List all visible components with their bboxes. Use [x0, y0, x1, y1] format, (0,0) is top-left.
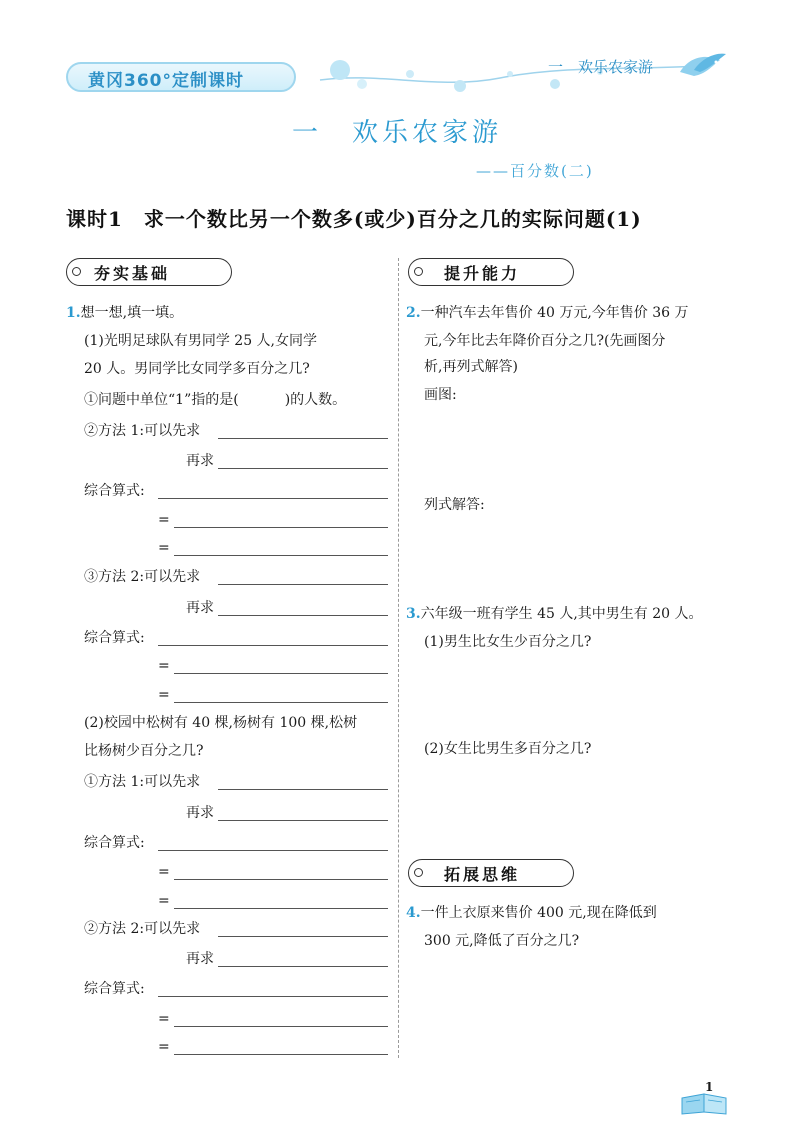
- equals-sign: =: [158, 540, 170, 556]
- question-text: 一件上衣原来售价 400 元,现在降低到: [420, 905, 657, 921]
- running-title: 一 欢乐农家游: [548, 58, 654, 76]
- badge-dot-icon: [72, 267, 81, 276]
- answer-line[interactable]: [158, 497, 388, 499]
- step-text: )的人数。: [284, 392, 347, 408]
- draw-label: 画图:: [424, 387, 457, 403]
- answer-line[interactable]: [218, 583, 388, 585]
- answer-line[interactable]: [158, 849, 388, 851]
- answer-line[interactable]: [218, 965, 388, 967]
- part2-step1: ①方法 1:可以先求: [84, 774, 201, 790]
- answer-line[interactable]: [218, 614, 388, 616]
- column-divider: [398, 258, 399, 1058]
- bird-icon: [676, 50, 728, 86]
- book-icon: [680, 1090, 730, 1116]
- equals-sign: =: [158, 512, 170, 528]
- equals-sign: =: [158, 1039, 170, 1055]
- question-3-sub2: (2)女生比男生多百分之几?: [424, 741, 592, 757]
- answer-area[interactable]: [424, 518, 724, 598]
- answer-line[interactable]: [174, 1025, 388, 1027]
- equals-sign: =: [158, 893, 170, 909]
- question-number: 4.: [406, 905, 421, 921]
- page-number: 1: [705, 1080, 714, 1094]
- then-label: 再求: [186, 805, 214, 821]
- question-3-sub1: (1)男生比女生少百分之几?: [424, 634, 592, 650]
- answer-area[interactable]: [424, 956, 724, 1056]
- section-title-extension: 拓展思维: [444, 865, 521, 884]
- answer-line[interactable]: [158, 644, 388, 646]
- lesson-title: 课时1 求一个数比另一个数多(或少)百分之几的实际问题(1): [66, 207, 642, 231]
- answer-line[interactable]: [174, 1053, 388, 1055]
- part1-step1: [84, 389, 346, 411]
- bubble-decoration: [300, 44, 720, 114]
- then-label: 再求: [186, 951, 214, 967]
- equals-sign: =: [158, 864, 170, 880]
- question-4-line2: 300 元,降低了百分之几?: [424, 933, 580, 949]
- part1-line1: (1)光明足球队有男同学 25 人,女同学: [84, 333, 317, 349]
- badge-dot-icon: [414, 868, 423, 877]
- section-title-basics: 夯实基础: [94, 264, 171, 283]
- chapter-title: 一 欢乐农家游: [291, 118, 502, 148]
- answer-line[interactable]: [174, 907, 388, 909]
- section-title-ability: 提升能力: [444, 264, 521, 283]
- question-2-line3: 析,再列式解答): [424, 359, 518, 375]
- equals-sign: =: [158, 658, 170, 674]
- part1-line2: 20 人。男同学比女同学多百分之几?: [84, 361, 310, 377]
- answer-line[interactable]: [218, 437, 388, 439]
- formula-label: 综合算式:: [84, 483, 145, 499]
- equals-sign: =: [158, 687, 170, 703]
- question-3-line1: [406, 603, 703, 625]
- answer-line[interactable]: [174, 672, 388, 674]
- question-text: 想一想,填一填。: [80, 305, 184, 321]
- part1-step3: ③方法 2:可以先求: [84, 569, 201, 585]
- question-2-line2: 元,今年比去年降价百分之几?(先画图分: [424, 333, 666, 349]
- formula-label: 综合算式:: [84, 981, 145, 997]
- badge-dot-icon: [414, 267, 423, 276]
- question-1-prompt: [66, 302, 183, 324]
- answer-line[interactable]: [174, 701, 388, 703]
- answer-line[interactable]: [158, 995, 388, 997]
- formula-label: 综合算式:: [84, 835, 145, 851]
- part1-step2: ②方法 1:可以先求: [84, 423, 201, 439]
- solve-label: 列式解答:: [424, 497, 485, 513]
- part2-step2: ②方法 2:可以先求: [84, 921, 201, 937]
- step-text: ①问题中单位“1”指的是(: [84, 392, 239, 408]
- answer-line[interactable]: [174, 526, 388, 528]
- drawing-area[interactable]: [424, 408, 724, 488]
- formula-label: 综合算式:: [84, 630, 145, 646]
- question-number: 3.: [406, 606, 421, 622]
- chapter-subtitle: ——百分数(二): [476, 162, 594, 180]
- answer-line[interactable]: [218, 819, 388, 821]
- brand-label: 黄冈360°定制课时: [88, 71, 244, 91]
- then-label: 再求: [186, 453, 214, 469]
- answer-area[interactable]: [424, 762, 724, 842]
- question-text: 一种汽车去年售价 40 万元,今年售价 36 万: [420, 305, 689, 321]
- answer-line[interactable]: [174, 554, 388, 556]
- question-2-line1: [406, 302, 689, 324]
- answer-area[interactable]: [424, 656, 724, 736]
- question-4-line1: [406, 902, 657, 924]
- part2-line1: (2)校园中松树有 40 棵,杨树有 100 棵,松树: [84, 715, 358, 731]
- question-number: 2.: [406, 305, 421, 321]
- question-number: 1.: [66, 305, 81, 321]
- equals-sign: =: [158, 1011, 170, 1027]
- question-text: 六年级一班有学生 45 人,其中男生有 20 人。: [420, 606, 703, 622]
- answer-line[interactable]: [218, 467, 388, 469]
- then-label: 再求: [186, 600, 214, 616]
- answer-line[interactable]: [218, 788, 388, 790]
- part2-line2: 比杨树少百分之几?: [84, 743, 204, 759]
- answer-line[interactable]: [218, 935, 388, 937]
- answer-line[interactable]: [174, 878, 388, 880]
